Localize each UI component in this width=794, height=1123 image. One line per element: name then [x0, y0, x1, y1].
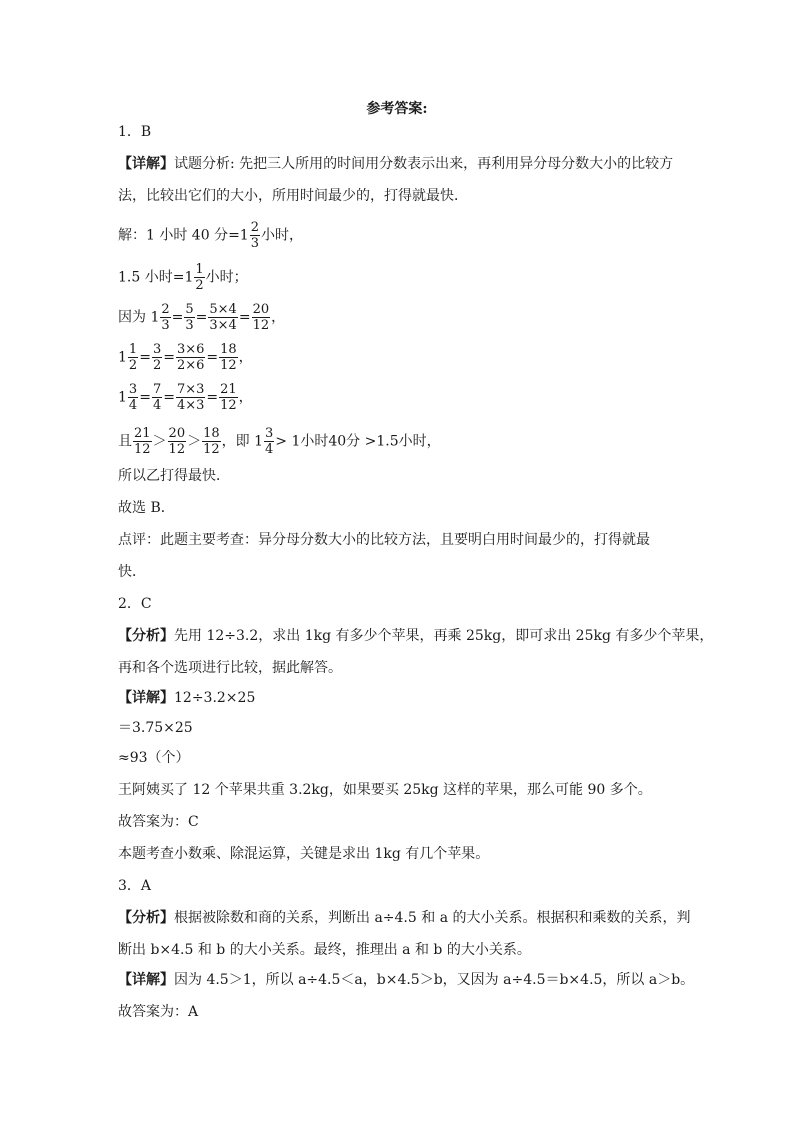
q2-analysis-text: 先用 12÷3.2，求出 1kg 有多少个苹果，再乘 25kg，即可求出 25kg 有多少个苹果， — [174, 628, 714, 644]
q2-detail-text: 12÷3.2×25 — [174, 690, 256, 706]
page-title: 参考答案: — [366, 101, 428, 117]
q1-cmp-pre: 且 — [118, 433, 132, 450]
q1-eq1-pre: 因为 1 — [118, 309, 160, 326]
q1-sol2-pre: 1.5 小时=1 — [118, 269, 194, 286]
denominator: 12 — [134, 442, 151, 457]
q2-detail-line-4: 王阿姨买了 12 个苹果共重 3.2kg，如果要买 25kg 这样的苹果，那么可能 90 多个。 — [118, 782, 652, 798]
denominator: 4 — [128, 398, 138, 413]
denominator: 2 — [195, 278, 204, 293]
denominator: 4×3 — [176, 398, 205, 413]
q2-analysis-tag: 【分析】 — [118, 628, 174, 644]
numerator: 7×3 — [176, 382, 205, 397]
numerator: 1 — [128, 342, 138, 357]
q1-cmp-mid: ，即 1 — [221, 433, 263, 450]
fraction — [160, 302, 170, 333]
numerator: 18 — [203, 426, 220, 441]
fraction — [219, 342, 238, 373]
fraction — [202, 426, 221, 457]
q1-solution-line-2 — [118, 262, 248, 293]
fraction — [208, 302, 237, 333]
fraction — [184, 302, 194, 333]
denominator: 3 — [185, 318, 194, 333]
numerator: 20 — [252, 302, 270, 317]
denominator: 3 — [161, 318, 170, 333]
denominator: 4 — [152, 398, 162, 413]
denominator: 12 — [252, 318, 270, 333]
fraction — [252, 302, 271, 333]
numerator: 5×4 — [209, 302, 237, 317]
q3-detail-line — [118, 970, 694, 990]
denominator: 3×4 — [209, 318, 237, 333]
q3-answer: 故答案为：A — [118, 1004, 199, 1020]
fraction — [194, 262, 204, 293]
numerator: 3 — [152, 342, 162, 357]
fraction — [264, 426, 274, 457]
numerator: 18 — [220, 342, 237, 357]
q3-detail-tag: 【详解】 — [118, 972, 174, 988]
q3-analysis-line-2: 断出 b×4.5 和 b 的大小关系。最终，推理出 a 和 b 的大小关系。 — [118, 942, 531, 958]
fraction — [168, 426, 187, 457]
q1-choice: 故选 B． — [118, 500, 175, 516]
q1-equation-2: 1 $\frac{1}{2}$ = $\frac{3}{2}$ = $\frac{3\times 6}{2\times 6}$ = $\frac{18}{12}$ ， — [118, 342, 253, 373]
q1-detail-line-1 — [118, 154, 673, 174]
q3-detail-text: 因为 4.5＞1，所以 a÷4.5＜a，b×4.5＞b，又因为 a÷4.5＝b×4.5，所以 a＞b。 — [174, 972, 695, 988]
denominator: 2×6 — [176, 358, 205, 373]
q1-sol1-pre: 解：1 小时 40 分=1 — [118, 227, 249, 244]
denominator: 12 — [168, 442, 186, 457]
q2-answer: 故答案为：C — [118, 814, 199, 830]
q3-analysis-tag: 【分析】 — [118, 910, 174, 926]
denominator: 2 — [152, 358, 162, 373]
q1-number: 1．B — [118, 124, 152, 140]
fraction — [176, 382, 205, 413]
fraction — [133, 426, 152, 457]
denominator: 12 — [220, 398, 237, 413]
fraction — [152, 342, 162, 373]
numerator: 5 — [185, 302, 194, 317]
q1-sol2-post: 小时； — [205, 269, 248, 286]
q1-sol1-post: 小时， — [261, 227, 303, 244]
q1-comparison: 且 $\frac{21}{12}$ ＞ $\frac{20}{12}$ ＞ $\frac{18}{12}$ ，即 1 $\frac{3}{4}$ > 1小时40分 >1.5小时， — [118, 426, 441, 457]
q2-analysis-line-1 — [118, 626, 713, 646]
fraction — [152, 382, 162, 413]
q1-eq2-pre: 1 — [118, 349, 127, 366]
numerator: 21 — [134, 426, 151, 441]
q3-analysis-text: 根据被除数和商的关系，判断出 a÷4.5 和 a 的大小关系。根据积和乘数的关系，判 — [174, 910, 691, 926]
numerator: 20 — [168, 426, 186, 441]
q2-detail-line-3: ≈93（个） — [118, 750, 190, 766]
numerator: 1 — [195, 262, 204, 277]
denominator: 2 — [128, 358, 138, 373]
q3-analysis-line-1 — [118, 908, 691, 928]
q3-number: 3．A — [118, 878, 152, 894]
q2-summary: 本题考查小数乘、除混运算，关键是求出 1kg 有几个苹果。 — [118, 846, 490, 862]
q1-detail-tag: 【详解】 — [118, 156, 174, 172]
q1-equation-1: 因为 1 $\frac{2}{3}$ = $\frac{5}{3}$ = $\frac{5\times 4}{3\times 4}$ = $\frac{20}{12}$ ， — [118, 302, 286, 333]
q1-comment-line-1: 点评：此题主要考查：异分母分数大小的比较方法，且要明白用时间最少的，打得就最 — [118, 532, 650, 548]
numerator: 3 — [265, 426, 274, 441]
denominator: 12 — [203, 442, 220, 457]
fraction — [176, 342, 205, 373]
numerator: 21 — [220, 382, 237, 397]
q1-conclusion: 所以乙打得最快． — [118, 468, 230, 484]
q2-detail-tag: 【详解】 — [118, 690, 174, 706]
denominator: 3 — [250, 236, 259, 251]
q2-detail-line-2: ＝3.75×25 — [118, 720, 193, 736]
fraction — [128, 382, 138, 413]
numerator: 7 — [152, 382, 162, 397]
numerator: 3 — [128, 382, 138, 397]
numerator: 3×6 — [176, 342, 205, 357]
denominator: 4 — [265, 442, 274, 457]
numerator: 2 — [161, 302, 170, 317]
q1-detail-text: 试题分析: 先把三人所用的时间用分数表示出来，再利用异分母分数大小的比较方 — [174, 156, 674, 172]
q2-analysis-line-2: 再和各个选项进行比较，据此解答。 — [118, 660, 342, 676]
q1-equation-3: 1 $\frac{3}{4}$ = $\frac{7}{4}$ = $\frac{7\times 3}{4\times 3}$ = $\frac{21}{12}$ ， — [118, 382, 253, 413]
q2-number: 2．C — [118, 596, 152, 612]
q1-comment-line-2: 快． — [118, 564, 146, 580]
fraction — [250, 220, 260, 251]
numerator: 2 — [250, 220, 259, 235]
q1-solution-line-1 — [118, 220, 303, 251]
fraction — [128, 342, 138, 373]
q1-detail-line-2: 法，比较出它们的大小，所用时间最少的，打得就最快． — [118, 188, 468, 204]
q1-eq3-pre: 1 — [118, 389, 127, 406]
denominator: 12 — [220, 358, 237, 373]
fraction — [219, 382, 238, 413]
q2-detail-line-1 — [118, 688, 255, 708]
q1-cmp-post: > 1小时40分 >1.5小时， — [275, 433, 441, 450]
